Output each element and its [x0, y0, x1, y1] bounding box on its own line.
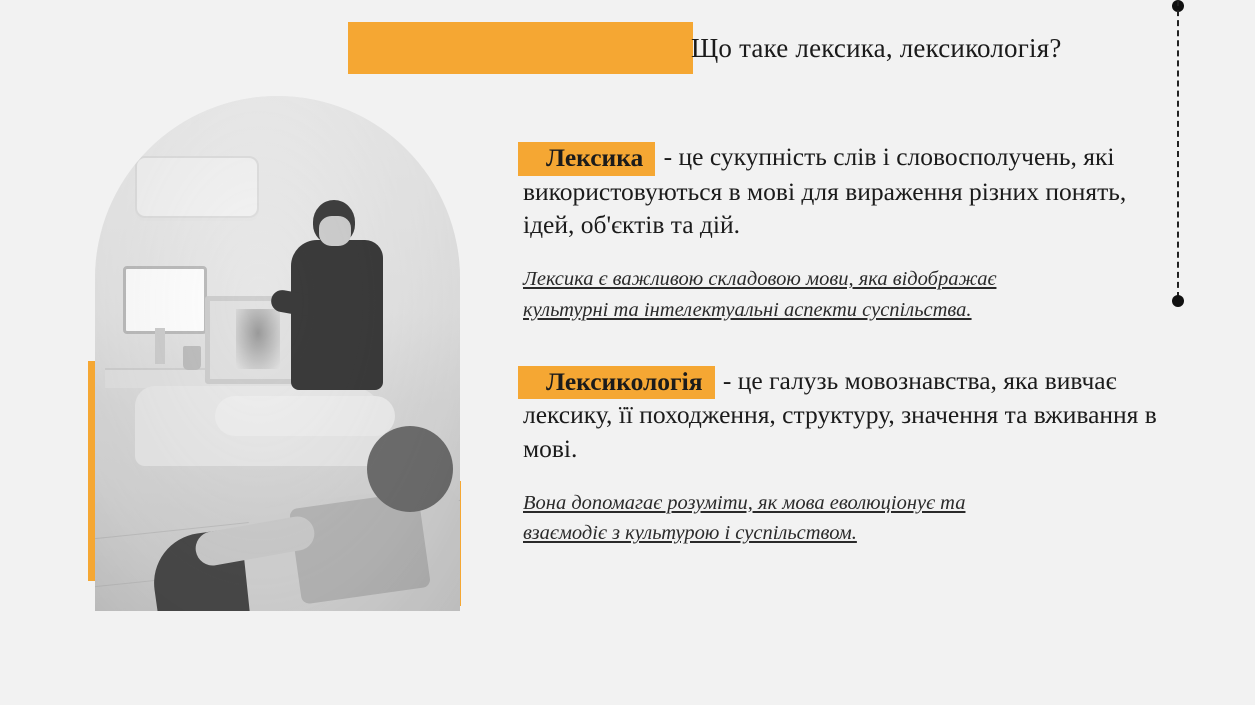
definitions-column — [523, 140, 1163, 549]
connector-dot-bottom — [1172, 295, 1184, 307]
note-line-1: Лексика є важливою складовою мови, яка відображає — [523, 268, 997, 291]
definition-block-leksykolohiya — [523, 364, 1163, 550]
title-separator: , — [885, 32, 900, 63]
definition-paragraph — [523, 140, 1163, 242]
title-word-leksyka: лексика — [795, 32, 886, 63]
image-frame — [95, 96, 460, 611]
definition-note — [523, 488, 1163, 550]
definition-block-leksyka — [523, 140, 1163, 326]
definition-paragraph — [523, 364, 1163, 466]
note-line-2: культурні та інтелектуальні аспекти суспільства. — [523, 298, 972, 321]
keyword-chip-leksykolohiya: Лексикологія — [518, 366, 715, 400]
title-word-leksykolohiya: лексикологія? — [899, 32, 1062, 63]
dashed-connector-line — [1177, 0, 1179, 298]
photo-vignette — [95, 96, 460, 611]
dental-clinic-photo — [95, 96, 460, 611]
definition-note — [523, 264, 1163, 326]
note-line-1: Вона допомагає розуміти, як мова еволюціонує та — [523, 491, 966, 514]
slide-title — [560, 22, 1255, 74]
definition-text: - це сукупність слів і словосполучень, які використовуються в мові для вираження різних понять, ідей, об'єктів та дій. — [523, 142, 1127, 240]
title-prefix: Що таке — [691, 32, 796, 63]
note-line-2: взаємодіє з культурою і суспільством. — [523, 522, 857, 545]
keyword-chip-leksyka: Лексика — [518, 142, 655, 176]
definition-text: - це галузь мовознавства, яка вивчає лексику, її походження, структуру, значення та вживання в мові. — [523, 365, 1157, 463]
